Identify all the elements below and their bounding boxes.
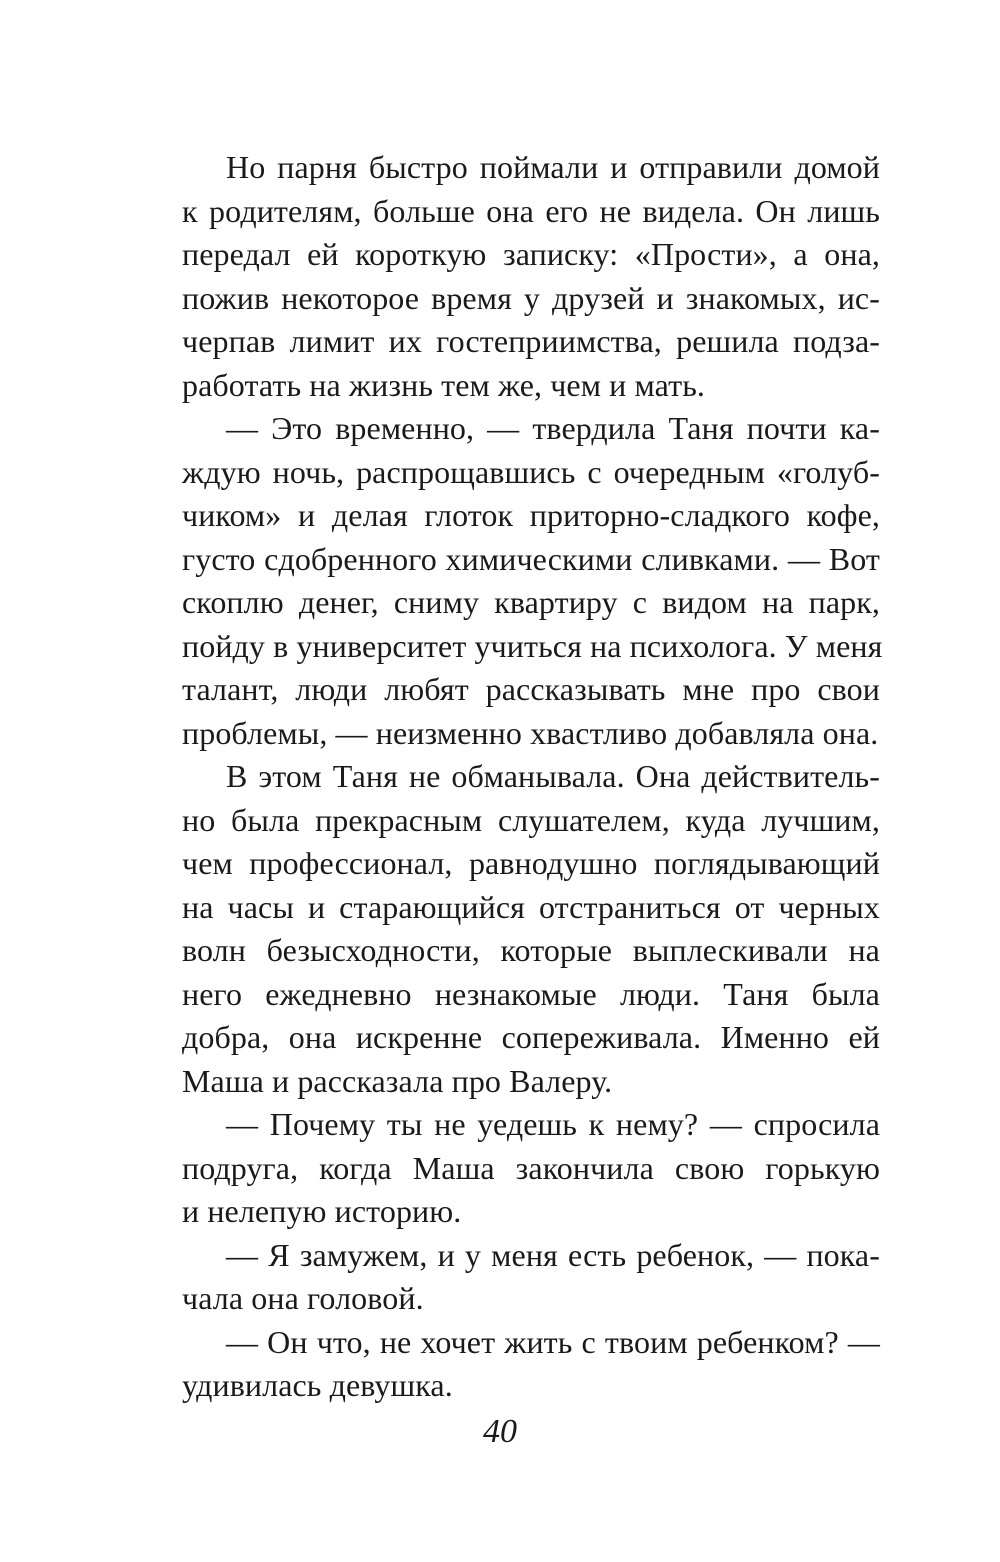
text-line: чиком» и делая глоток приторно-сладкого кофе, — [182, 497, 880, 533]
text-line: — Это временно, — твердила Таня почти ка- — [226, 410, 880, 446]
text-line: черпав лимит их гостеприимства, решила подза- — [182, 323, 880, 359]
text-line: талант, люди любят рассказывать мне про свои — [182, 671, 880, 707]
text-line: пойду в университет учиться на психолога. У меня — [182, 627, 883, 664]
text-line: и нелепую историю. — [182, 1193, 462, 1229]
text-line: удивилась девушка. — [182, 1367, 453, 1403]
paragraph — [182, 407, 883, 755]
text-line: передал ей короткую записку: «Прости», а она, — [182, 236, 880, 272]
paragraph — [182, 1321, 880, 1408]
paragraph — [182, 755, 880, 1103]
text-line: но была прекрасным слушателем, куда лучшим, — [182, 801, 880, 838]
body-text — [182, 146, 883, 1408]
text-line: скоплю денег, сниму квартиру с видом на парк, — [182, 584, 880, 620]
page-number: 40 — [483, 1413, 517, 1450]
text-line: чала она головой. — [182, 1280, 424, 1316]
text-line: В этом Таня не обманывала. Она действитель- — [226, 758, 880, 794]
text-line: него ежедневно незнакомые люди. Таня была — [182, 975, 880, 1012]
paragraph — [182, 1234, 880, 1321]
paragraph — [182, 146, 880, 407]
text-line: ждую ночь, распрощавшись с очередным «голуб- — [182, 453, 880, 490]
text-line: к родителям, больше она его не видела. Он лишь — [182, 192, 880, 229]
text-line: Маша и рассказала про Валеру. — [182, 1062, 613, 1099]
text-line: — Я замужем, и у меня есть ребенок, — пока- — [226, 1236, 880, 1273]
text-line: — Почему ты не уедешь к нему? — спросила — [226, 1106, 880, 1142]
text-line: Но парня быстро поймали и отправили домой — [226, 149, 880, 185]
text-line: проблемы, — неизменно хвастливо добавляла она. — [182, 714, 879, 751]
text-line: на часы и старающийся отстраниться от черных — [182, 888, 880, 925]
text-line: добра, она искренне сопереживала. Именно ей — [182, 1019, 880, 1055]
text-line: густо сдобренного химическими сливками. — Вот — [182, 540, 880, 577]
text-line: подруга, когда Маша закончила свою горькую — [182, 1149, 880, 1186]
text-line: пожив некоторое время у друзей и знакомых, ис- — [182, 279, 880, 316]
text-line: — Он что, не хочет жить с твоим ребенком? — — [226, 1323, 880, 1360]
text-line: волн безысходности, которые выплескивали на — [182, 932, 880, 968]
text-line: работать на жизнь тем же, чем и мать. — [182, 366, 705, 403]
paragraph — [182, 1103, 880, 1234]
text-line: чем профессионал, равнодушно поглядывающий — [182, 845, 880, 881]
